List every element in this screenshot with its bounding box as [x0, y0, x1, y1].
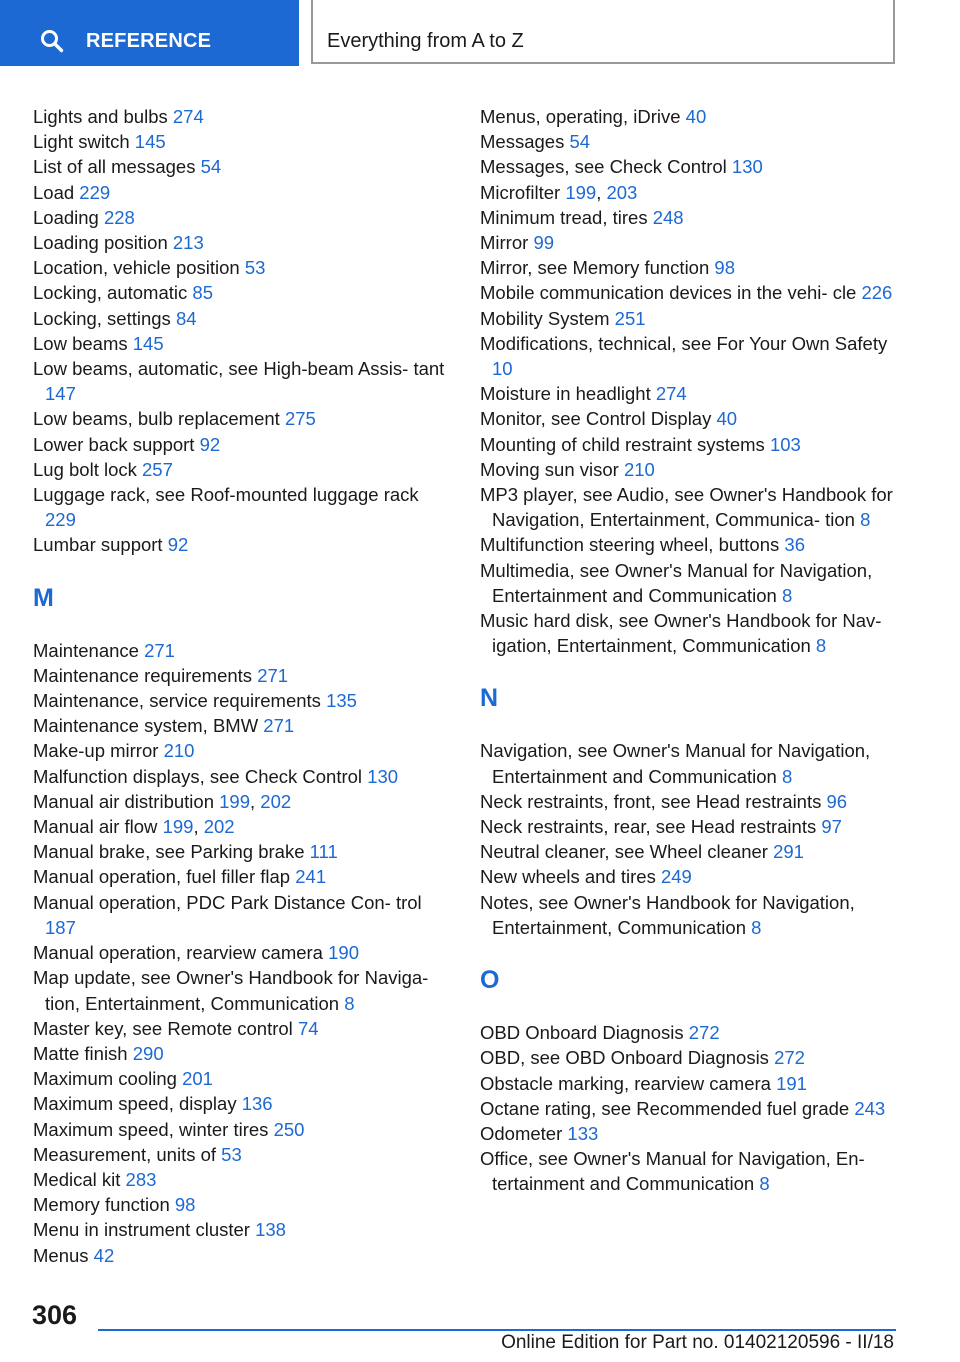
- index-entry: [480, 331, 900, 381]
- page-link[interactable]: 248: [652, 206, 684, 228]
- index-entry: [33, 331, 453, 356]
- page-link[interactable]: 53: [244, 257, 266, 279]
- index-entry: [33, 1192, 453, 1217]
- index-entry: [480, 381, 900, 406]
- index-entry: [480, 1146, 900, 1196]
- index-term: Loading: [33, 206, 99, 228]
- index-term: Octane rating, see Recommended fuel grade: [480, 1097, 850, 1119]
- index-entry: [33, 738, 453, 763]
- index-entry: [33, 839, 453, 864]
- page-link[interactable]: 271: [257, 664, 289, 686]
- index-term: Obstacle marking, rearview camera: [480, 1072, 771, 1094]
- index-term: Maintenance: [33, 639, 139, 661]
- index-term: OBD, see OBD Onboard Diagnosis: [480, 1047, 769, 1069]
- index-term: Manual air flow: [33, 816, 158, 838]
- index-entry: [33, 532, 453, 557]
- index-entry: [33, 356, 453, 406]
- edition-note: Online Edition for Part no. 01402120596 - II/18: [501, 1332, 894, 1353]
- index-term: Menu in instrument cluster: [33, 1219, 250, 1241]
- index-entry: [33, 663, 453, 688]
- page-link[interactable]: 92: [167, 534, 189, 556]
- index-term: Neutral cleaner, see Wheel cleaner: [480, 841, 768, 863]
- index-entry: [33, 482, 453, 532]
- page-link[interactable]: 213: [172, 232, 204, 254]
- page-link[interactable]: 275: [284, 408, 316, 430]
- index-term: Neck restraints, front, see Head restraints: [480, 790, 822, 812]
- index-term: Measurement, units of: [33, 1143, 217, 1165]
- index-entry: [33, 230, 453, 255]
- page-link[interactable]: 99: [533, 232, 555, 254]
- page-link[interactable]: 274: [655, 383, 687, 405]
- index-column-right: [480, 104, 900, 1197]
- index-entry: [33, 180, 453, 205]
- index-entry: [480, 608, 900, 658]
- index-entry: [480, 230, 900, 255]
- page-link[interactable]: 8: [759, 1173, 770, 1195]
- page-link[interactable]: 210: [163, 740, 195, 762]
- index-entry: [33, 406, 453, 431]
- index-term: Maximum speed, winter tires: [33, 1118, 269, 1140]
- index-entry: [33, 1142, 453, 1167]
- index-term: Manual brake, see Parking brake: [33, 841, 305, 863]
- index-entry: [480, 558, 900, 608]
- index-entry: [480, 789, 900, 814]
- index-entry: [480, 154, 900, 179]
- index-term: Microfilter: [480, 181, 561, 203]
- page-link[interactable]: 54: [200, 156, 222, 178]
- index-entry: [33, 457, 453, 482]
- page-link[interactable]: 40: [716, 408, 738, 430]
- index-entry: [33, 1117, 453, 1142]
- footer-divider: [98, 1329, 896, 1331]
- index-entry: [480, 532, 900, 557]
- page-link[interactable]: 98: [174, 1194, 196, 1216]
- page-link[interactable]: 84: [175, 307, 197, 329]
- page-link[interactable]: 10: [492, 358, 513, 380]
- page-link[interactable]: 226: [861, 282, 893, 304]
- index-entry: [480, 864, 900, 889]
- index-term: Lumbar support: [33, 534, 163, 556]
- index-term: Messages: [480, 131, 565, 153]
- index-entry: [33, 154, 453, 179]
- index-entry: [33, 1243, 453, 1268]
- page-link[interactable]: 202: [260, 790, 292, 812]
- page-link[interactable]: 40: [685, 106, 707, 127]
- page-link[interactable]: 274: [172, 106, 204, 127]
- chapter-title-box: [311, 0, 895, 64]
- page-link[interactable]: 42: [93, 1244, 115, 1266]
- index-term: Loading position: [33, 232, 168, 254]
- page-link[interactable]: 54: [569, 131, 591, 153]
- index-term: New wheels and tires: [480, 866, 656, 888]
- index-entry: [33, 1016, 453, 1041]
- page-link[interactable]: 243: [854, 1097, 886, 1119]
- index-term: OBD Onboard Diagnosis: [480, 1022, 684, 1044]
- index-entry: [33, 940, 453, 965]
- page-link[interactable]: 199: [219, 790, 250, 812]
- page-link[interactable]: 191: [776, 1072, 807, 1094]
- index-entry: [480, 814, 900, 839]
- page-link[interactable]: 210: [623, 458, 655, 480]
- index-term: Medical kit: [33, 1168, 121, 1190]
- index-term: Mirror, see Memory function: [480, 257, 710, 279]
- index-term: Maximum speed, display: [33, 1093, 237, 1115]
- index-entry: [33, 255, 453, 280]
- index-entry: [480, 432, 900, 457]
- index-term: Manual air distribution: [33, 790, 214, 812]
- page-link[interactable]: 271: [263, 715, 295, 737]
- page-link[interactable]: 53: [221, 1143, 242, 1165]
- index-entry: [480, 104, 900, 129]
- index-term: Memory function: [33, 1194, 170, 1216]
- index-entry: [33, 864, 453, 889]
- page-link[interactable]: 283: [125, 1168, 157, 1190]
- index-term: Locking, settings: [33, 307, 171, 329]
- index-entry: [480, 890, 900, 940]
- index-term: Maintenance system, BMW: [33, 715, 259, 737]
- index-entry: [480, 1121, 900, 1146]
- page-link[interactable]: 8: [782, 765, 793, 787]
- page-header: [0, 0, 960, 66]
- section-letter-m: M: [33, 583, 54, 612]
- page-link[interactable]: 111: [309, 841, 338, 863]
- index-entry: [33, 129, 453, 154]
- section-letter-n: N: [480, 684, 499, 713]
- page-link[interactable]: 272: [688, 1022, 720, 1044]
- page-link[interactable]: 290: [132, 1042, 164, 1064]
- index-entry: [33, 205, 453, 230]
- page-link[interactable]: 130: [731, 156, 763, 178]
- index-term: MP3 player, see Audio, see Owner's Handbook for Navigation, Entertainment, Communica‐ tion: [480, 484, 893, 531]
- page-link[interactable]: 249: [660, 866, 692, 888]
- page-link[interactable]: 250: [273, 1118, 305, 1140]
- index-term: Office, see Owner's Manual for Navigation, En‐ tertainment and Communication: [480, 1148, 865, 1195]
- page-link[interactable]: 135: [326, 690, 357, 712]
- search-icon: [40, 29, 64, 53]
- index-entry: [480, 1071, 900, 1096]
- index-entry: [33, 1091, 453, 1116]
- index-entry: [480, 1020, 900, 1045]
- page-link[interactable]: 8: [860, 509, 871, 531]
- index-term: Locking, automatic: [33, 282, 188, 304]
- page-link[interactable]: 130: [367, 765, 399, 787]
- page-link[interactable]: 190: [328, 942, 359, 964]
- page-link[interactable]: 96: [826, 790, 848, 812]
- page-number: 306: [32, 1300, 78, 1330]
- page-link[interactable]: 199: [162, 816, 194, 838]
- index-term: Low beams, automatic, see High-beam Assis‐ tant: [33, 358, 445, 380]
- index-term: Minimum tread, tires: [480, 206, 648, 228]
- page-link[interactable]: 229: [45, 509, 76, 531]
- index-term: Navigation, see Owner's Manual for Navigation, Entertainment and Communication: [480, 740, 871, 787]
- index-term: Low beams, bulb replacement: [33, 408, 280, 430]
- index-entry: [480, 839, 900, 864]
- page-link[interactable]: 272: [774, 1047, 805, 1069]
- index-term: Mounting of child restraint systems: [480, 433, 765, 455]
- reference-tab[interactable]: [0, 0, 299, 66]
- page-link[interactable]: 98: [714, 257, 735, 279]
- index-entry: [33, 1066, 453, 1091]
- index-term: Multimedia, see Owner's Manual for Navigation, Entertainment and Communication: [480, 559, 873, 606]
- page-link[interactable]: 229: [79, 181, 111, 203]
- index-entry: [480, 482, 900, 532]
- index-entry: [33, 638, 453, 663]
- index-entry: [480, 205, 900, 230]
- page-link[interactable]: 241: [295, 866, 327, 888]
- index-entry: [33, 713, 453, 738]
- page-link[interactable]: 203: [606, 181, 638, 203]
- page-link[interactable]: 85: [192, 282, 213, 304]
- index-term: Light switch: [33, 131, 130, 153]
- index-term: Mobility System: [480, 307, 610, 329]
- index-entry: [480, 738, 900, 788]
- page-link[interactable]: 92: [199, 433, 221, 455]
- index-term: Map update, see Owner's Handbook for Naviga‐ tion, Entertainment, Communication: [33, 967, 429, 1014]
- index-entry: [33, 306, 453, 331]
- index-term: Luggage rack, see Roof-mounted luggage rack: [33, 484, 419, 506]
- index-entry: [33, 965, 453, 1015]
- index-entry: [480, 1096, 900, 1121]
- page-link[interactable]: 201: [182, 1068, 213, 1090]
- index-term: Modifications, technical, see For Your Own Safety: [480, 332, 888, 354]
- index-entry: [33, 688, 453, 713]
- page-link[interactable]: 36: [784, 534, 805, 556]
- index-entry: [33, 1167, 453, 1192]
- index-term: List of all messages: [33, 156, 196, 178]
- index-term: Maintenance requirements: [33, 664, 253, 686]
- index-entry: [480, 306, 900, 331]
- index-term: Music hard disk, see Owner's Handbook for Nav‐ igation, Entertainment, Communication: [480, 610, 882, 657]
- index-term: Lug bolt lock: [33, 458, 137, 480]
- reference-tab-label: REFERENCE: [86, 30, 212, 52]
- index-term: Messages, see Check Control: [480, 156, 727, 178]
- page-link[interactable]: 187: [45, 916, 76, 938]
- index-term: Manual operation, PDC Park Distance Con‐ trol: [33, 891, 422, 913]
- index-term: Maximum cooling: [33, 1068, 177, 1090]
- page-link[interactable]: 8: [782, 584, 793, 606]
- page-link[interactable]: 257: [142, 458, 173, 480]
- index-term: Notes, see Owner's Handbook for Navigation, Entertainment, Communication: [480, 891, 855, 938]
- index-term: Malfunction displays, see Check Control: [33, 765, 363, 787]
- index-term: Multifunction steering wheel, buttons: [480, 534, 780, 556]
- index-entry: [480, 129, 900, 154]
- index-term: Neck restraints, rear, see Head restraints: [480, 816, 817, 838]
- chapter-title: Everything from A to Z: [327, 30, 524, 52]
- page-link[interactable]: 133: [567, 1122, 599, 1144]
- index-entry: [33, 1041, 453, 1066]
- index-term: Location, vehicle position: [33, 257, 240, 279]
- index-term: Lower back support: [33, 433, 195, 455]
- index-term: Make-up mirror: [33, 740, 159, 762]
- page-link[interactable]: 97: [821, 816, 842, 838]
- page-link[interactable]: 202: [203, 816, 235, 838]
- index-term: Mobile communication devices in the vehi‐ cle: [480, 282, 857, 304]
- page-link[interactable]: 8: [751, 916, 762, 938]
- index-term: Load: [33, 181, 75, 203]
- index-term: Manual operation, fuel filler flap: [33, 866, 291, 888]
- index-entry: [480, 457, 900, 482]
- index-term: Monitor, see Control Display: [480, 408, 712, 430]
- index-entry: [33, 1217, 453, 1242]
- page-link[interactable]: 138: [255, 1219, 286, 1241]
- index-entry: [33, 432, 453, 457]
- page-link[interactable]: 145: [134, 131, 166, 153]
- page-link[interactable]: 103: [769, 433, 801, 455]
- index-term: Maintenance, service requirements: [33, 690, 321, 712]
- index-entry: [480, 255, 900, 280]
- index-term: Menus, operating, iDrive: [480, 106, 681, 127]
- index-term: Moisture in headlight: [480, 383, 651, 405]
- index-entry: Microfilter 199, 203: [480, 181, 638, 203]
- index-entry: [480, 280, 900, 305]
- page-link[interactable]: 228: [103, 206, 135, 228]
- index-entry: [33, 280, 453, 305]
- index-entry: [33, 104, 453, 129]
- index-entry: Manual air flow 199, 202: [33, 816, 235, 838]
- index-term: Matte finish: [33, 1042, 128, 1064]
- index-entry: [33, 890, 453, 940]
- page-link[interactable]: 8: [344, 992, 355, 1014]
- page-link[interactable]: 74: [297, 1017, 319, 1039]
- page-link[interactable]: 136: [241, 1093, 273, 1115]
- index-entry: [480, 406, 900, 431]
- index-entry: [33, 764, 453, 789]
- index-term: Odometer: [480, 1122, 563, 1144]
- index-term: Menus: [33, 1244, 89, 1266]
- index-entry: [480, 1045, 900, 1070]
- index-term: Lights and bulbs: [33, 106, 168, 127]
- index-term: Low beams: [33, 332, 128, 354]
- index-column-left: [33, 104, 453, 1268]
- page-link[interactable]: 291: [773, 841, 804, 863]
- page-link[interactable]: 251: [614, 307, 646, 329]
- page-link[interactable]: 8: [815, 635, 827, 657]
- index-entry: Manual air distribution 199, 202: [33, 790, 292, 812]
- page-link[interactable]: 147: [45, 383, 76, 405]
- page-link[interactable]: 199: [565, 181, 597, 203]
- section-letter-o: O: [480, 966, 500, 995]
- page-link[interactable]: 145: [132, 332, 164, 354]
- index-term: Mirror: [480, 232, 529, 254]
- index-term: Master key, see Remote control: [33, 1017, 293, 1039]
- page-link[interactable]: 271: [144, 639, 175, 661]
- index-term: Moving sun visor: [480, 458, 619, 480]
- index-term: Manual operation, rearview camera: [33, 942, 323, 964]
